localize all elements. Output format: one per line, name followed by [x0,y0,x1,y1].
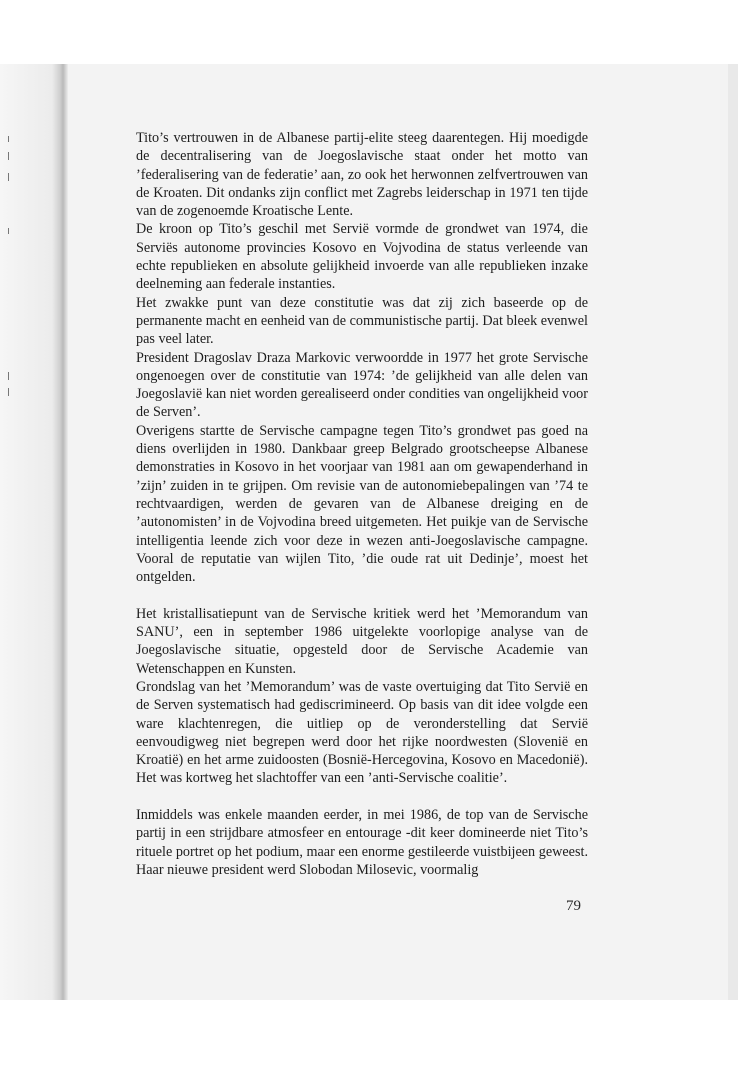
scan-margin-bottom [0,1000,738,1068]
body-text [136,129,588,879]
paragraph: De kroon op Tito’s geschil met Servië vormde de grondwet van 1974, die Serviës autonome provincies Kosovo en Vojvodina de status verleende van echte republieken en absolute gelijkheid invoerde van alle republieken inzake deelneming aan federale instanties. [136,221,588,293]
margin-mark [8,173,9,181]
margin-mark [8,228,9,234]
margin-mark [8,152,9,160]
paragraph: Tito’s vertrouwen in de Albanese partij-elite steeg daarentegen. Hij moedigde de decentralisering van de Joegoslavische staat onder het motto van ’federalisering van de federatie’ aan, zo ook het herwonnen zelfvertrouwen van de Kroaten. Dit ondanks zijn conflict met Zagrebs leiderschap in 1971 ten tijde van de zogenoemde Kroatische Lente. [136,130,588,220]
margin-mark [8,372,9,380]
paragraph: Grondslag van het ’Memorandum’ was de vaste overtuiging dat Tito Servië en de Serven systematisch had gediscrimineerd. Op basis van dit idee volgde een ware klachtenregen, die uitliep op de veronderstelling dat Servië eenvoudigweg niet begrepen werd door het rijke noordwesten (Slovenië en Kroatië) en het arme zuidoosten (Bosnië-Hercegovina, Kosovo en Macedonië). Het was kortweg het slachtoffer van een ’anti-Servische coalitie’. [136,678,588,787]
binding-gutter [0,64,68,1000]
paragraph: President Dragoslav Draza Markovic verwoordde in 1977 het grote Servische ongenoegen over de constitutie van 1974: ’de gelijkheid van alle delen van Joegoslavië kan niet worden gerealiseerd onder condities van ongelijkheid voor de Serven’. [136,349,588,421]
margin-mark [8,136,9,142]
margin-mark [8,388,9,396]
page-number: 79 [566,898,581,914]
paragraph: Inmiddels was enkele maanden eerder, in mei 1986, de top van de Servische partij in een strijdbare atmosfeer en entourage -dit keer domineerde niet Tito’s rituele portret op het podium, maar een enorme gestileerde vuistbijeen geweest. Haar nieuwe president werd Slobodan Milosevic, voormalig [136,806,588,878]
page-edge-right [728,64,738,1000]
scan-margin-top [0,0,738,64]
paragraph: Overigens startte de Servische campagne tegen Tito’s grondwet pas goed na diens overlijden in 1980. Dankbaar greep Belgrado grootscheepse Albanese demonstraties in Kosovo in het voorjaar van 1981 aan om gewapenderhand in ’zijn’ zuiden in te grijpen. Om revisie van de autonomiebepalingen van ’74 te rechtvaardigen, werden de gevaren van de Albanese dreiging en de ’autonomisten’ in de Vojvodina breed uitgemeten. Het puikje van de Servische intelligentia leende zich voor deze in wezen anti-Joegoslavische campagne. Vooral de reputatie van wijlen Tito, ’die oude rat uit Dedinje’, moest het ontgelden. [136,422,588,586]
paragraph: Het zwakke punt van deze constitutie was dat zij zich baseerde op de permanente macht en eenheid van de communistische partij. Dat bleek evenwel pas veel later. [136,294,588,348]
paragraph: Het kristallisatiepunt van de Servische kritiek werd het ’Memorandum van SANU’, een in september 1986 uitgelekte voorlopige analyse van de Joegoslavische situatie, opgesteld door de Servische Academie van Wetenschappen en Kunsten. [136,605,588,677]
